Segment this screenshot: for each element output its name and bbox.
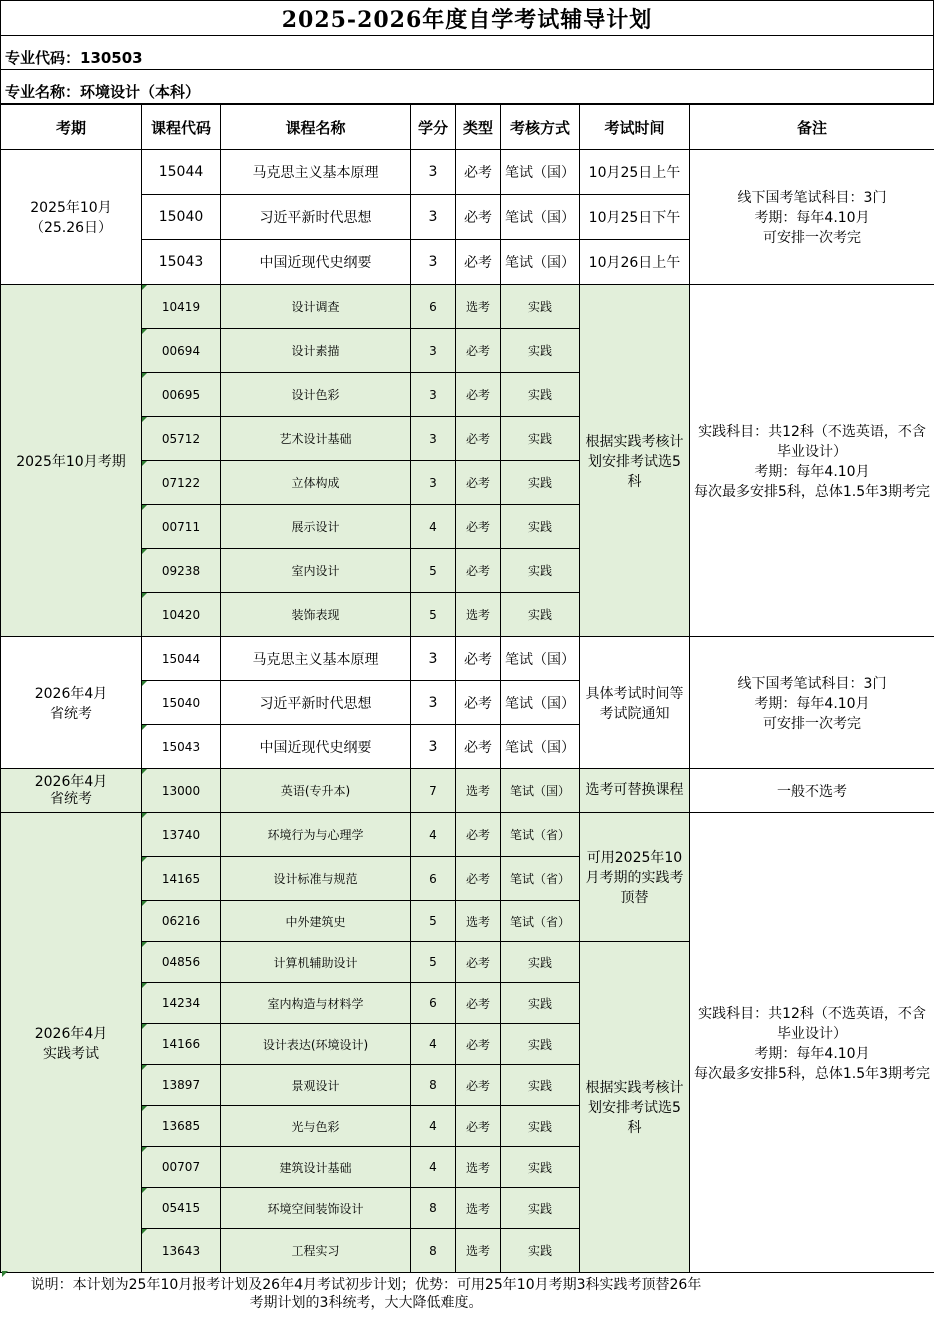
- period-cell: 2025年10月 （25.26日）: [1, 150, 142, 285]
- course-credit: 4: [411, 1106, 456, 1147]
- course-name: 习近平新时代思想: [221, 195, 411, 240]
- course-credit: 3: [411, 681, 456, 725]
- page-title: 2025-2026年度自学考试辅导计划: [0, 0, 934, 36]
- remark-cell: 实践科目：共12科（不选英语，不含毕业设计） 考期：每年4.10月 每次最多安排5科，总体1.5年3期考完: [690, 285, 934, 637]
- course-code: 15044: [142, 637, 221, 681]
- course-type: 必考: [456, 150, 501, 195]
- course-type: 必考: [456, 942, 501, 983]
- exam-mode: 实践: [501, 373, 580, 417]
- course-type: 必考: [456, 240, 501, 285]
- exam-mode: 笔试（国）: [501, 150, 580, 195]
- course-credit: 3: [411, 725, 456, 769]
- course-code: 15040: [142, 195, 221, 240]
- remark-cell: 一般不选考: [690, 769, 934, 813]
- course-table: [0, 104, 934, 1273]
- course-code: 06216: [142, 901, 221, 942]
- course-type: 选考: [456, 1229, 501, 1273]
- course-credit: 8: [411, 1188, 456, 1229]
- course-credit: 5: [411, 942, 456, 983]
- course-name: 室内设计: [221, 549, 411, 593]
- table-row: [1, 813, 934, 857]
- course-type: 选考: [456, 769, 501, 813]
- course-credit: 3: [411, 240, 456, 285]
- exam-mode: 实践: [501, 417, 580, 461]
- course-type: 必考: [456, 505, 501, 549]
- table-row: [1, 285, 934, 329]
- header-code: 课程代码: [142, 105, 221, 150]
- course-credit: 3: [411, 373, 456, 417]
- course-credit: 3: [411, 150, 456, 195]
- exam-mode: 实践: [501, 1229, 580, 1273]
- exam-mode: 实践: [501, 1106, 580, 1147]
- course-code: 10419: [142, 285, 221, 329]
- course-code: 15044: [142, 150, 221, 195]
- course-name: 设计标准与规范: [221, 857, 411, 901]
- course-type: 必考: [456, 417, 501, 461]
- period-cell: 2025年10月考期: [1, 285, 142, 637]
- course-code: 00707: [142, 1147, 221, 1188]
- exam-mode: 实践: [501, 1147, 580, 1188]
- course-type: 必考: [456, 1106, 501, 1147]
- exam-mode: 实践: [501, 549, 580, 593]
- exam-mode: 实践: [501, 505, 580, 549]
- course-name: 工程实习: [221, 1229, 411, 1273]
- course-credit: 5: [411, 901, 456, 942]
- major-name: 专业名称：环境设计（本科）: [0, 70, 934, 104]
- course-code: 13685: [142, 1106, 221, 1147]
- exam-mode: 实践: [501, 285, 580, 329]
- course-credit: 3: [411, 637, 456, 681]
- course-credit: 3: [411, 417, 456, 461]
- course-name: 环境行为与心理学: [221, 813, 411, 857]
- header-type: 类型: [456, 105, 501, 150]
- course-code: 00694: [142, 329, 221, 373]
- course-name: 室内构造与材料学: [221, 983, 411, 1024]
- course-name: 艺术设计基础: [221, 417, 411, 461]
- header-remark: 备注: [690, 105, 934, 150]
- remark-cell: 线下国考笔试科目：3门 考期：每年4.10月 可安排一次考完: [690, 637, 934, 769]
- course-code: 15043: [142, 725, 221, 769]
- course-credit: 6: [411, 983, 456, 1024]
- course-code: 05415: [142, 1188, 221, 1229]
- course-name: 设计表达(环境设计): [221, 1024, 411, 1065]
- course-name: 景观设计: [221, 1065, 411, 1106]
- course-type: 必考: [456, 725, 501, 769]
- course-name: 装饰表现: [221, 593, 411, 637]
- course-name: 光与色彩: [221, 1106, 411, 1147]
- exam-time-cell: 可用2025年10月考期的实践考顶替: [580, 813, 690, 942]
- course-credit: 4: [411, 1024, 456, 1065]
- course-code: 04856: [142, 942, 221, 983]
- course-credit: 5: [411, 593, 456, 637]
- header-name: 课程名称: [221, 105, 411, 150]
- course-name: 中国近现代史纲要: [221, 725, 411, 769]
- exam-time: 10月26日上午: [580, 240, 690, 285]
- course-type: 必考: [456, 549, 501, 593]
- exam-time-cell: 根据实践考核计划安排考试选5科: [580, 942, 690, 1273]
- exam-mode: 实践: [501, 1024, 580, 1065]
- comment-marker: [2, 1271, 8, 1277]
- course-name: 英语(专升本): [221, 769, 411, 813]
- course-code: 14165: [142, 857, 221, 901]
- course-type: 选考: [456, 1188, 501, 1229]
- course-code: 00695: [142, 373, 221, 417]
- exam-mode: 笔试（国）: [501, 637, 580, 681]
- course-name: 中国近现代史纲要: [221, 240, 411, 285]
- course-type: 必考: [456, 983, 501, 1024]
- footnote: 说明：本计划为25年10月报考计划及26年4月考试初步计划；优势：可用25年10月考期3科实践考顶替26年考期计划的3科统考，大大降低难度。: [30, 1277, 702, 1311]
- course-type: 必考: [456, 681, 501, 725]
- course-credit: 6: [411, 285, 456, 329]
- header-credit: 学分: [411, 105, 456, 150]
- exam-mode: 实践: [501, 1065, 580, 1106]
- major-code: 专业代码：130503: [0, 36, 934, 70]
- period-cell: 2026年4月 省统考: [1, 637, 142, 769]
- course-type: 选考: [456, 1147, 501, 1188]
- course-code: 09238: [142, 549, 221, 593]
- header-row: [1, 105, 934, 150]
- exam-mode: 实践: [501, 1188, 580, 1229]
- course-code: 15040: [142, 681, 221, 725]
- course-credit: 8: [411, 1229, 456, 1273]
- exam-mode: 实践: [501, 942, 580, 983]
- course-code: 14166: [142, 1024, 221, 1065]
- course-credit: 3: [411, 329, 456, 373]
- course-name: 中外建筑史: [221, 901, 411, 942]
- course-name: 环境空间装饰设计: [221, 1188, 411, 1229]
- course-name: 习近平新时代思想: [221, 681, 411, 725]
- course-name: 展示设计: [221, 505, 411, 549]
- course-code: 07122: [142, 461, 221, 505]
- course-code: 13643: [142, 1229, 221, 1273]
- table-row: [1, 769, 934, 813]
- course-code: 13740: [142, 813, 221, 857]
- course-credit: 4: [411, 1147, 456, 1188]
- course-credit: 6: [411, 857, 456, 901]
- remark-cell: 实践科目：共12科（不选英语，不含毕业设计） 考期：每年4.10月 每次最多安排5科，总体1.5年3期考完: [690, 813, 934, 1273]
- course-type: 必考: [456, 329, 501, 373]
- course-code: 13897: [142, 1065, 221, 1106]
- exam-time-cell: 具体考试时间等考试院通知: [580, 637, 690, 769]
- course-type: 必考: [456, 1024, 501, 1065]
- header-period: 考期: [1, 105, 142, 150]
- course-credit: 4: [411, 813, 456, 857]
- course-type: 必考: [456, 857, 501, 901]
- course-type: 必考: [456, 195, 501, 240]
- exam-time-cell: 根据实践考核计划安排考试选5科: [580, 285, 690, 637]
- course-code: 15043: [142, 240, 221, 285]
- course-code: 10420: [142, 593, 221, 637]
- exam-time: 10月25日下午: [580, 195, 690, 240]
- exam-mode: 笔试（国）: [501, 769, 580, 813]
- course-code: 14234: [142, 983, 221, 1024]
- course-name: 设计调查: [221, 285, 411, 329]
- exam-mode: 笔试（省）: [501, 901, 580, 942]
- exam-mode: 实践: [501, 329, 580, 373]
- table-row: [1, 150, 934, 195]
- course-name: 马克思主义基本原理: [221, 150, 411, 195]
- exam-mode: 实践: [501, 461, 580, 505]
- exam-mode: 笔试（国）: [501, 725, 580, 769]
- course-type: 必考: [456, 461, 501, 505]
- exam-time-cell: 选考可替换课程: [580, 769, 690, 813]
- exam-mode: 实践: [501, 593, 580, 637]
- period-cell: 2026年4月 省统考: [1, 769, 142, 813]
- exam-mode: 笔试（省）: [501, 857, 580, 901]
- course-credit: 3: [411, 195, 456, 240]
- course-type: 必考: [456, 813, 501, 857]
- course-type: 选考: [456, 593, 501, 637]
- course-type: 必考: [456, 637, 501, 681]
- course-name: 建筑设计基础: [221, 1147, 411, 1188]
- exam-mode: 笔试（国）: [501, 195, 580, 240]
- exam-mode: 笔试（省）: [501, 813, 580, 857]
- table-row: [1, 637, 934, 681]
- remark-cell: 线下国考笔试科目：3门 考期：每年4.10月 可安排一次考完: [690, 150, 934, 285]
- course-name: 设计素描: [221, 329, 411, 373]
- course-type: 选考: [456, 285, 501, 329]
- course-name: 马克思主义基本原理: [221, 637, 411, 681]
- course-name: 设计色彩: [221, 373, 411, 417]
- course-type: 选考: [456, 901, 501, 942]
- exam-mode: 实践: [501, 983, 580, 1024]
- course-credit: 8: [411, 1065, 456, 1106]
- course-code: 05712: [142, 417, 221, 461]
- course-code: 00711: [142, 505, 221, 549]
- course-type: 必考: [456, 373, 501, 417]
- course-credit: 4: [411, 505, 456, 549]
- period-cell: 2026年4月 实践考试: [1, 813, 142, 1273]
- course-name: 立体构成: [221, 461, 411, 505]
- course-type: 必考: [456, 1065, 501, 1106]
- course-credit: 3: [411, 461, 456, 505]
- course-credit: 5: [411, 549, 456, 593]
- course-code: 13000: [142, 769, 221, 813]
- course-credit: 7: [411, 769, 456, 813]
- exam-mode: 笔试（国）: [501, 240, 580, 285]
- course-name: 计算机辅助设计: [221, 942, 411, 983]
- exam-time: 10月25日上午: [580, 150, 690, 195]
- exam-mode: 笔试（国）: [501, 681, 580, 725]
- header-mode: 考核方式: [501, 105, 580, 150]
- header-time: 考试时间: [580, 105, 690, 150]
